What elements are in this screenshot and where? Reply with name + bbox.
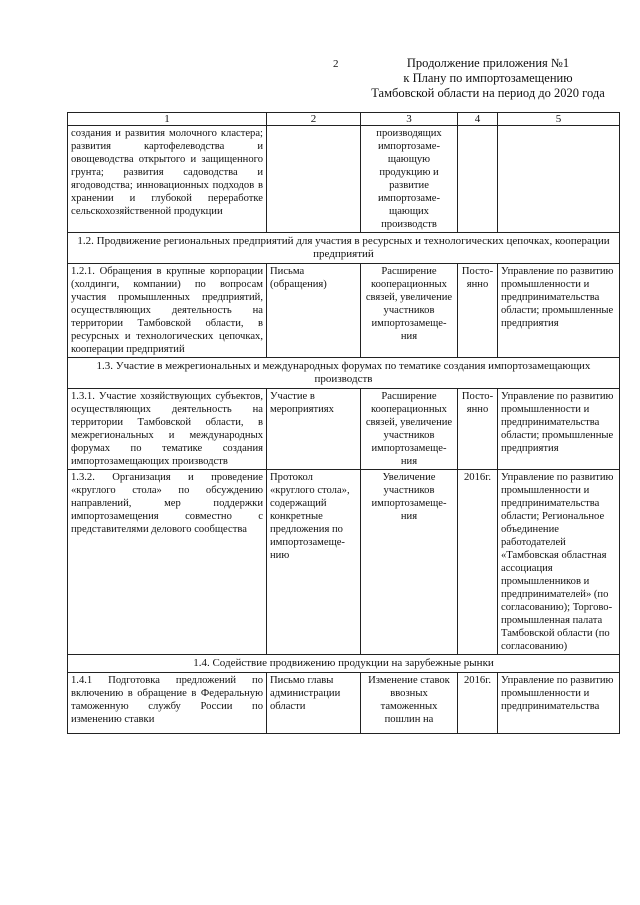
responsible-cell: Управление по развитию промышленности и предпринимательства области; Региональное объединение работодателей «Тамбовская областная ассоциация промышленников и предпринимателей» (по согласованию); Торгово-промышленная палата Тамбовской области (по согласованию)	[498, 470, 620, 655]
measure-cell: 1.3.2. Организация и проведение «круглого стола» по обсуждению направлений, мер поддержки импортозамещения совместно с представителями делового сообщества	[68, 470, 267, 655]
measure-cell: создания и развития молочного кластера; развития картофелеводства и овощеводства открытого и защищенного грунта; развития садоводства и ягодоводства; инновационных подходов в хранении и глубокой переработке сельскохозяйственной продукции	[68, 126, 267, 233]
responsible-cell: Управление по развитию промышленности и предпринимательства области; промышленные предприятия	[498, 264, 620, 358]
responsible-cell: Управление по развитию промышленности и предпринимательства области; промышленные предприятия	[498, 389, 620, 470]
responsible-cell	[498, 126, 620, 233]
measure-cell: 1.3.1. Участие хозяйствующих субъектов, осуществляющих деятельность на территории Тамбовской области, в межрегиональных и международных форумах по тематике создания импортозамещающих производств	[68, 389, 267, 470]
result-cell: производящих импортозаме-щающую продукцию и развитие импортозаме-щающих производств	[361, 126, 458, 233]
plan-table	[67, 112, 620, 734]
column-number: 5	[498, 113, 620, 126]
term-cell: Посто-янно	[458, 264, 498, 358]
result-cell: Увеличение участников импортозамеще-ния	[361, 470, 458, 655]
section-row	[68, 233, 620, 264]
table-row	[68, 389, 620, 470]
table-row	[68, 470, 620, 655]
header-line-2: к Плану по импортозамещению	[403, 71, 573, 85]
term-cell: 2016г.	[458, 470, 498, 655]
measure-cell: 1.4.1 Подготовка предложений по включению в обращение в Федеральную таможенную службу России по изменению ставки	[68, 673, 267, 734]
measure-cell: 1.2.1. Обращения в крупные корпорации (холдинги, компании) по вопросам участия промышленных предприятий, осуществляющих деятельность на территории Тамбовской области, в ресурсных и технологических цепочках, кооперации предприятий	[68, 264, 267, 358]
header-line-1: Продолжение приложения №1	[406, 56, 570, 70]
form-cell: Протокол «круглого стола», содержащий конкретные предложения по импортозамеще-нию	[267, 470, 361, 655]
form-cell: Письма (обращения)	[267, 264, 361, 358]
form-cell: Письмо главы администрации области	[267, 673, 361, 734]
section-heading: 1.4. Содействие продвижению продукции на зарубежные рынки	[68, 655, 620, 673]
section-row	[68, 358, 620, 389]
responsible-cell: Управление по развитию промышленности и предпринимательства	[498, 673, 620, 734]
result-cell: Расширение кооперационных связей, увеличение участников импортозамеще-ния	[361, 264, 458, 358]
table-row	[68, 264, 620, 358]
term-cell: 2016г.	[458, 673, 498, 734]
page-number: 2	[333, 58, 339, 70]
form-cell	[267, 126, 361, 233]
result-cell: Изменение ставок ввозных таможенных пошлин на	[361, 673, 458, 734]
header-line-3: Тамбовской области на период до 2020 года	[371, 86, 605, 100]
section-heading: 1.3. Участие в межрегиональных и международных форумах по тематике создания импортозамещающих производств	[68, 358, 620, 389]
column-number: 2	[267, 113, 361, 126]
table-row	[68, 126, 620, 233]
column-number-row	[68, 113, 620, 126]
term-cell: Посто-янно	[458, 389, 498, 470]
table-row	[68, 673, 620, 734]
column-number: 1	[68, 113, 267, 126]
section-heading: 1.2. Продвижение региональных предприятий для участия в ресурсных и технологических цепочках, кооперации предприятий	[68, 233, 620, 264]
column-number: 3	[361, 113, 458, 126]
section-row	[68, 655, 620, 673]
appendix-header	[358, 56, 618, 101]
result-cell: Расширение кооперационных связей, увеличение участников импортозамеще-ния	[361, 389, 458, 470]
form-cell: Участие в мероприятиях	[267, 389, 361, 470]
column-number: 4	[458, 113, 498, 126]
term-cell	[458, 126, 498, 233]
